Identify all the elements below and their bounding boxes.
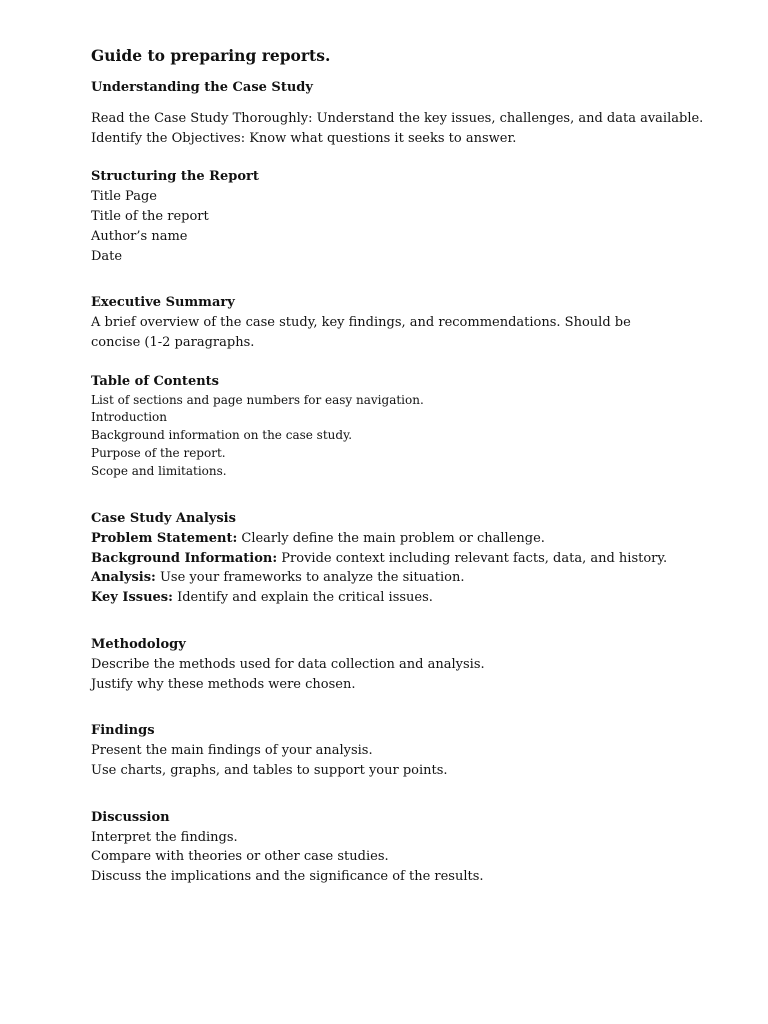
body-line: Read the Case Study Thoroughly: Understand the key issues, challenges, and data available. xyxy=(91,110,704,126)
section-heading: Understanding the Case Study xyxy=(91,80,313,95)
section-structuring xyxy=(91,167,691,266)
body-line: Interpret the findings. xyxy=(91,829,238,845)
section-discussion xyxy=(91,808,691,887)
body-line: Discuss the implications and the significance of the results. xyxy=(91,869,484,885)
item-text: Clearly define the main problem or challenge. xyxy=(237,530,545,546)
section-heading: Findings xyxy=(91,723,155,739)
body-line: Use charts, graphs, and tables to support your points. xyxy=(91,763,448,779)
analysis-item xyxy=(91,549,691,569)
section-heading: Executive Summary xyxy=(91,295,235,311)
section-heading: Table of Contents xyxy=(91,373,219,389)
body-line: Author’s name xyxy=(91,228,188,244)
body-line: Purpose of the report. xyxy=(91,446,226,461)
body-line: Title of the report xyxy=(91,208,209,224)
body-line: Background information on the case study. xyxy=(91,428,353,443)
document-page xyxy=(91,44,704,887)
section-findings xyxy=(91,721,691,780)
item-label: Background Information: xyxy=(91,550,278,566)
section-heading: Case Study Analysis xyxy=(91,511,236,527)
section-understanding xyxy=(91,78,704,148)
section-methodology xyxy=(91,635,691,694)
section-executive-summary xyxy=(91,293,691,352)
body-line: Identify the Objectives: Know what questions it seeks to answer. xyxy=(91,130,517,146)
body-line: Describe the methods used for data collection and analysis. xyxy=(91,656,485,672)
body-line: Justify why these methods were chosen. xyxy=(91,676,356,692)
section-heading: Structuring the Report xyxy=(91,169,259,185)
body-line: List of sections and page numbers for easy navigation. xyxy=(91,392,424,407)
item-text: Provide context including relevant facts, data, and history. xyxy=(277,550,668,566)
document-title: Guide to preparing reports. xyxy=(91,46,331,65)
body-line: Present the main findings of your analysis. xyxy=(91,743,373,759)
section-table-of-contents xyxy=(91,372,691,481)
item-label: Problem Statement: xyxy=(91,530,238,546)
section-heading: Methodology xyxy=(91,637,186,653)
body-line: Scope and limitations. xyxy=(91,464,227,479)
body-line: Date xyxy=(91,248,123,264)
body-line: Compare with theories or other case studies. xyxy=(91,849,389,865)
body-line: Title Page xyxy=(91,189,157,205)
item-text: Identify and explain the critical issues. xyxy=(172,590,433,606)
analysis-item xyxy=(91,529,691,549)
analysis-item xyxy=(91,588,691,608)
item-label: Key Issues: xyxy=(91,590,173,606)
section-case-study-analysis xyxy=(91,509,691,608)
item-text: Use your frameworks to analyze the situation. xyxy=(155,570,465,586)
body-paragraph: A brief overview of the case study, key findings, and recommendations. Should be concise (1-2 paragraphs. xyxy=(91,315,631,350)
section-heading: Discussion xyxy=(91,809,170,825)
item-label: Analysis: xyxy=(91,570,156,586)
analysis-item xyxy=(91,568,691,588)
body-line: Introduction xyxy=(91,410,167,425)
